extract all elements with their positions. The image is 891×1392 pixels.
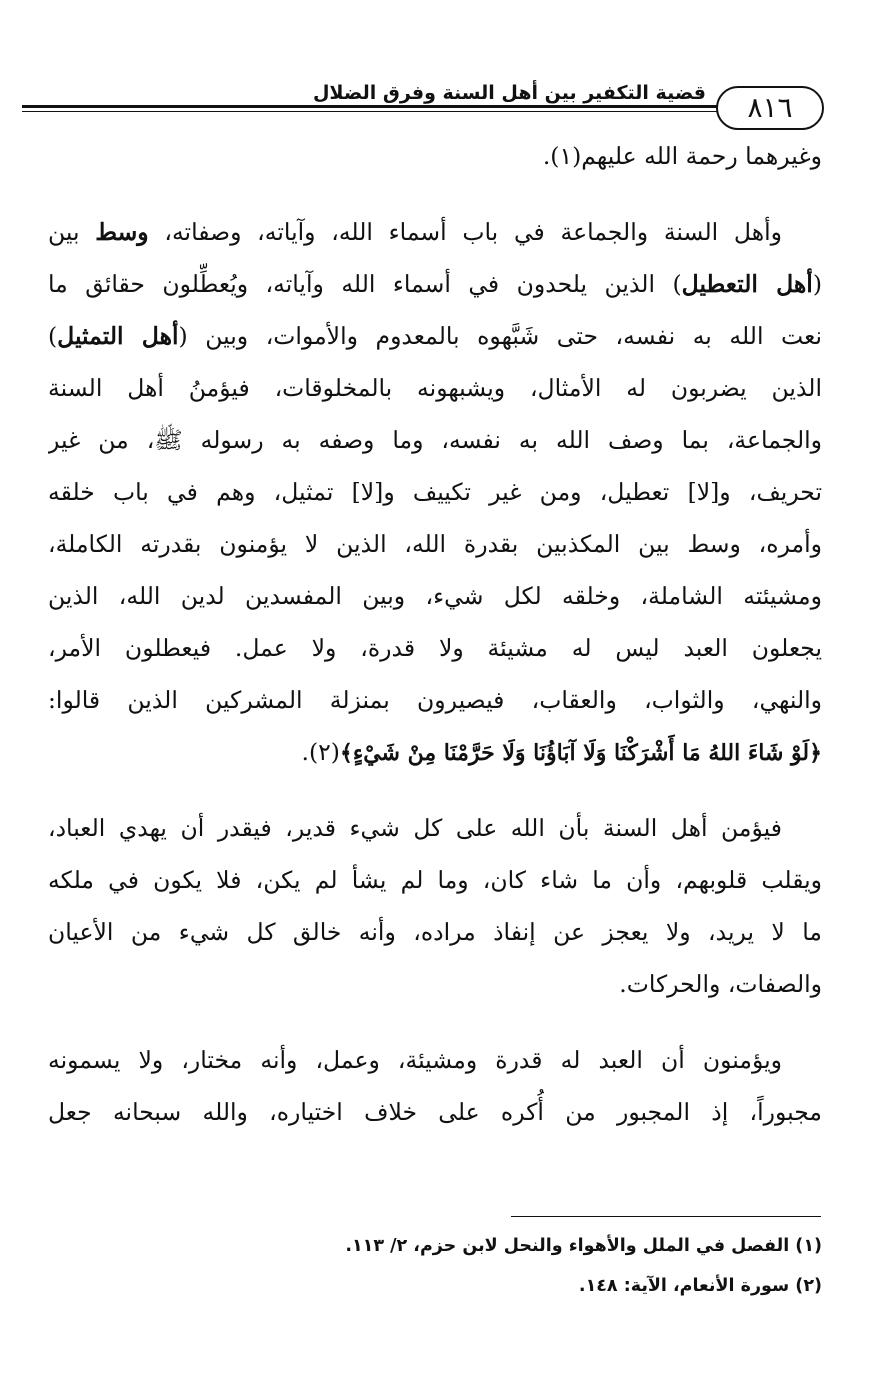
- text-line: والجماعة، بما وصف الله به نفسه، وما وصفه به رسوله ﷺ، من غير: [48, 426, 822, 454]
- text-line: فيؤمن أهل السنة بأن الله على كل شيء قدير، فيقدر أن يهدي العباد،: [48, 814, 782, 842]
- footnotes: [48, 1226, 822, 1306]
- bold-term: أهل التمثيل: [57, 322, 179, 350]
- text-line: ما لا يريد، ولا يعجز عن إنفاذ مراده، وأنه خالق كل شيء من الأعيان: [48, 918, 822, 946]
- text-line: والصفات، والحركات.: [619, 970, 822, 998]
- running-header: [22, 84, 824, 136]
- text-line: الذين يضربون له الأمثال، ويشبهونه بالمخلوقات، فيؤمنُ أهل السنة: [48, 374, 822, 402]
- bold-term: أهل التعطيل: [681, 270, 813, 298]
- text-line: وأمره، وسط بين المكذبين بقدرة الله، الذين لا يؤمنون بقدرته الكاملة،: [48, 530, 822, 558]
- header-rule-thin: [22, 111, 722, 112]
- quran-verse: ﴿لَوْ شَاءَ اللهُ مَا أَشْرَكْنَا وَلَا آبَاؤُنَا وَلَا حَرَّمْنَا مِنْ شَيْءٍ﴾: [339, 740, 822, 766]
- text-line: نعت الله به نفسه، حتى شَبَّهوه بالمعدوم والأموات، وبين (أهل التمثيل): [48, 322, 822, 350]
- footnote: (٢) سورة الأنعام، الآية: ١٤٨.: [578, 1276, 822, 1296]
- header-rule: [22, 105, 722, 108]
- footnote-separator: [511, 1216, 821, 1217]
- quran-verse-line: [48, 726, 822, 778]
- text-line: والنهي، والثواب، والعقاب، فيصيرون بمنزلة المشركين الذين قالوا:: [48, 686, 822, 714]
- text-line: (أهل التعطيل) الذين يلحدون في أسماء الله وآياته، ويُعطِّلون حقائق ما: [48, 270, 822, 298]
- text-line: وغيرهما رحمة الله عليهم(١).: [542, 142, 822, 170]
- book-title: قضية التكفير بين أهل السنة وفرق الضلال: [312, 82, 706, 104]
- footnote-ref: (٢).: [301, 738, 340, 766]
- text-line: مجبوراً، إذ المجبور من أُكره على خلاف اختياره، والله سبحانه جعل: [48, 1098, 822, 1126]
- text-line: ومشيئته الشاملة، وخلقه لكل شيء، وبين المفسدين لدين الله، الذين: [48, 582, 822, 610]
- text-line: تحريف، و[لا] تعطيل، ومن غير تكييف و[لا] تمثيل، وهم في باب خلقه: [48, 478, 822, 506]
- body-text: [48, 130, 822, 1138]
- footnote: (١) الفصل في الملل والأهواء والنحل لابن حزم، ٢/ ١١٣.: [345, 1236, 822, 1256]
- text-line: يجعلون العبد ليس له مشيئة ولا قدرة، ولا عمل. فيعطلون الأمر،: [48, 634, 822, 662]
- bold-term: وسط: [95, 218, 149, 246]
- text-line: ويؤمنون أن العبد له قدرة ومشيئة، وعمل، وأنه مختار، ولا يسمونه: [48, 1046, 782, 1074]
- text-line: وأهل السنة والجماعة في باب أسماء الله، وآياته، وصفاته، وسط بين: [48, 218, 782, 246]
- text-line: ويقلب قلوبهم، وأن ما شاء كان، وما لم يشأ لم يكن، فلا يكون في ملكه: [48, 866, 822, 894]
- page-number: ٨١٦: [716, 86, 824, 130]
